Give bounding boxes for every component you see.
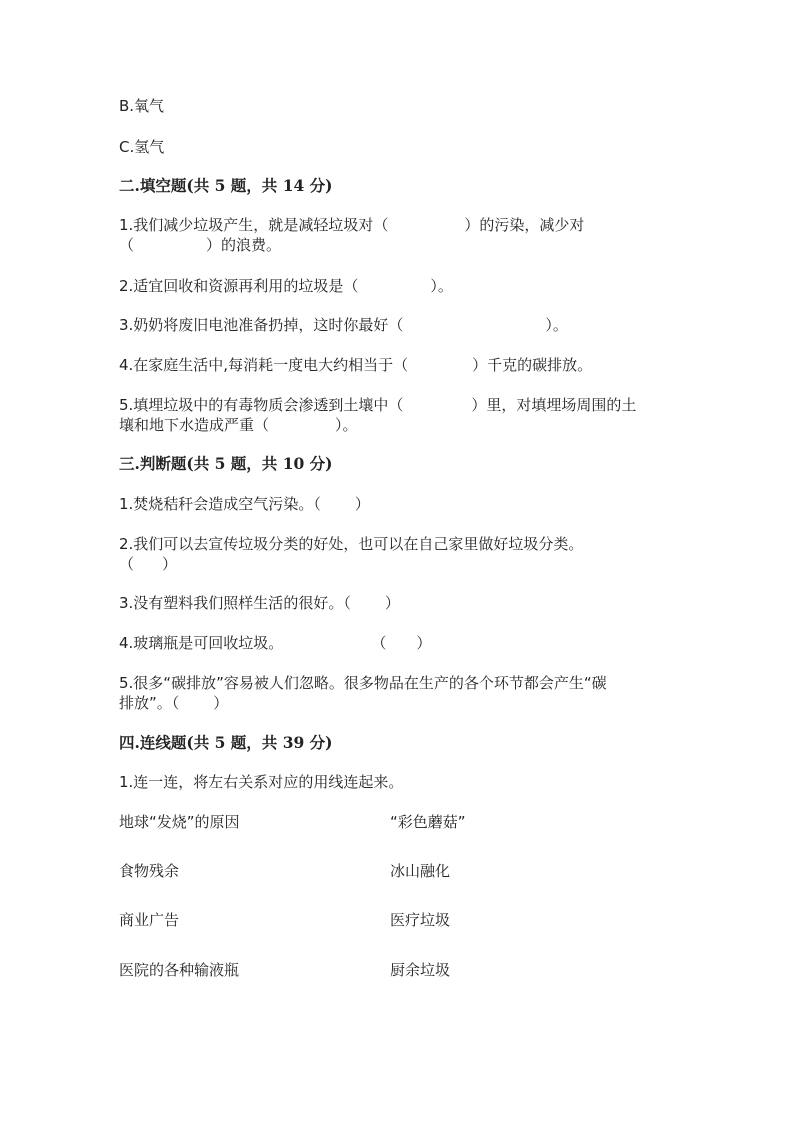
section-title-fill-blank: 二.填空题(共 5 题，共 14 分) (119, 176, 333, 195)
section-title-matching: 四.连线题(共 5 题，共 39 分) (119, 733, 333, 752)
fill-q3: 3.奶奶将废旧电池准备扔掉，这时你最好（ ）。 (119, 316, 568, 334)
fill-q1-line2: （ ）的浪费。 (119, 236, 282, 254)
fill-q4: 4.在家庭生活中,每消耗一度电大约相当于（ ）千克的碳排放。 (119, 356, 593, 374)
judge-q5-line1: 5.很多“碳排放”容易被人们忽略。很多物品在生产的各个环节都会产生“碳 (119, 674, 607, 692)
match-left-item: 食物残余 (119, 862, 180, 880)
match-left-item: 医院的各种输液瓶 (119, 961, 240, 979)
match-right-item: 厨余垃圾 (390, 961, 451, 979)
fill-q5-line2: 壤和地下水造成严重（ ）。 (119, 416, 358, 434)
fill-q5-line1: 5.填埋垃圾中的有毒物质会渗透到土壤中（ ）里，对填埋场周围的土 (119, 396, 637, 414)
judge-q2-line1: 2.我们可以去宣传垃圾分类的好处，也可以在自己家里做好垃圾分类。 (119, 535, 584, 553)
judge-q3: 3.没有塑料我们照样生活的很好。（ ） (119, 594, 400, 612)
match-right-item: “彩色蘑菇” (390, 813, 466, 831)
match-left-item: 地球“发烧”的原因 (119, 813, 240, 831)
option-c: C.氢气 (119, 138, 165, 156)
fill-q1-line1: 1.我们减少垃圾产生，就是减轻垃圾对（ ）的污染，减少对 (119, 216, 585, 234)
match-right-item: 医疗垃圾 (390, 911, 451, 929)
judge-q1: 1.焚烧秸秆会造成空气污染。（ ） (119, 495, 370, 513)
judge-q4: 4.玻璃瓶是可回收垃圾。 （ ） (119, 634, 432, 652)
judge-q2-line2: （ ） (119, 555, 178, 573)
match-right-item: 冰山融化 (390, 862, 451, 880)
match-q1-instruction: 1.连一连，将左右关系对应的用线连起来。 (119, 773, 404, 791)
match-left-item: 商业广告 (119, 911, 180, 929)
section-title-true-false: 三.判断题(共 5 题，共 10 分) (119, 454, 333, 473)
option-b: B.氧气 (119, 97, 165, 115)
judge-q5-line2: 排放”。（ ） (119, 694, 229, 712)
fill-q2: 2.适宜回收和资源再利用的垃圾是（ ）。 (119, 277, 453, 295)
